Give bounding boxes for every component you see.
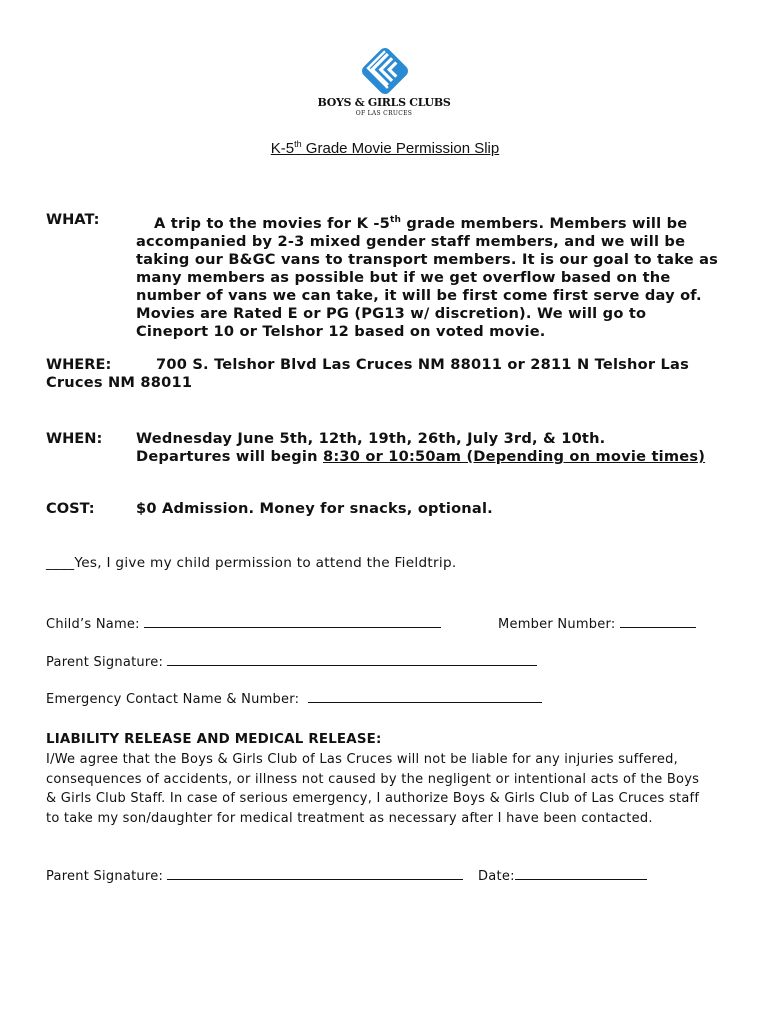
what-text <box>136 211 736 341</box>
cost-text: $0 Admission. Money for snacks, optional. <box>136 500 493 517</box>
when-line2 <box>136 448 736 466</box>
consent-checkbox-blank[interactable]: ____ <box>46 555 75 571</box>
footer-signature-field <box>46 867 463 887</box>
liability-line: to take my son/daughter for medical treatment as necessary after I have been contacted. <box>46 810 653 826</box>
what-superscript: th <box>389 215 402 225</box>
consent-text: Yes, I give my child permission to attend the Fieldtrip. <box>74 555 457 571</box>
where-text-line2: Cruces NM 88011 <box>46 374 193 391</box>
child-name-input[interactable] <box>144 615 441 628</box>
when-line2-prefix: Departures will begin <box>136 448 323 465</box>
member-number-field <box>498 615 696 635</box>
org-name: BOYS & GIRLS CLUBS <box>317 96 451 109</box>
title-prefix: K-5 <box>270 140 295 157</box>
date-label: Date: <box>478 869 515 884</box>
what-label: WHAT: <box>46 211 100 228</box>
date-input[interactable] <box>515 867 647 880</box>
what-line: accompanied by 2-3 mixed gender staff members, and we will be <box>136 232 686 250</box>
liability-line: & Girls Club Staff. In case of serious emergency, I authorize Boys & Girls Club of Las Cruces staff <box>46 791 700 806</box>
departure-times: 8:30 or 10:50am (Depending on movie times) <box>322 448 706 465</box>
emergency-contact-field <box>46 690 542 710</box>
emergency-contact-input[interactable] <box>308 690 542 703</box>
consent-line <box>46 555 457 571</box>
cost-label: COST: <box>46 500 95 517</box>
liability-text <box>46 750 736 828</box>
what-line <box>136 211 736 233</box>
what-line: many members as possible but if we get overflow based on the <box>136 268 671 286</box>
title-suffix: Grade Movie Permission Slip <box>301 140 500 157</box>
emergency-contact-label: Emergency Contact Name & Number: <box>46 692 300 707</box>
footer-signature-label: Parent Signature: <box>46 869 164 884</box>
when-text <box>136 430 736 466</box>
club-logo-icon <box>315 45 455 97</box>
what-line: taking our B&GC vans to transport members. It is our goal to take as <box>136 250 719 268</box>
parent-signature-label: Parent Signature: <box>46 655 164 670</box>
when-label: WHEN: <box>46 430 103 447</box>
liability-line: consequences of accidents, or illness not caused by the negligent or intentional acts of the Boys <box>46 771 700 787</box>
date-field <box>478 867 647 887</box>
footer-signature-input[interactable] <box>167 867 463 880</box>
member-number-label: Member Number: <box>498 617 616 632</box>
liability-line: I/We agree that the Boys & Girls Club of Las Cruces will not be liable for any injuries suffered, <box>46 752 678 767</box>
what-line: number of vans we can take, it will be first come first serve day of. <box>136 286 702 304</box>
liability-heading: LIABILITY RELEASE AND MEDICAL RELEASE: <box>46 732 382 747</box>
where-text-line1: 700 S. Telshor Blvd Las Cruces NM 88011 or 2811 N Telshor Las <box>156 356 689 373</box>
parent-signature-field <box>46 653 537 673</box>
page-title <box>0 139 770 157</box>
child-name-label: Child’s Name: <box>46 617 140 632</box>
child-name-field <box>46 615 441 635</box>
where-label: WHERE: <box>46 356 112 373</box>
what-line: Movies are Rated E or PG (PG13 w/ discretion). We will go to <box>136 304 647 322</box>
what-line: Cineport 10 or Telshor 12 based on voted movie. <box>136 322 546 340</box>
title-superscript: th <box>294 139 302 149</box>
what-line1b: grade members. Members will be <box>401 214 688 232</box>
parent-signature-input[interactable] <box>167 653 537 666</box>
when-line1: Wednesday June 5th, 12th, 19th, 26th, July 3rd, & 10th. <box>136 430 606 447</box>
member-number-input[interactable] <box>620 615 696 628</box>
org-location: OF LAS CRUCES <box>355 110 413 117</box>
what-line1a: A trip to the movies for K -5 <box>154 214 390 232</box>
